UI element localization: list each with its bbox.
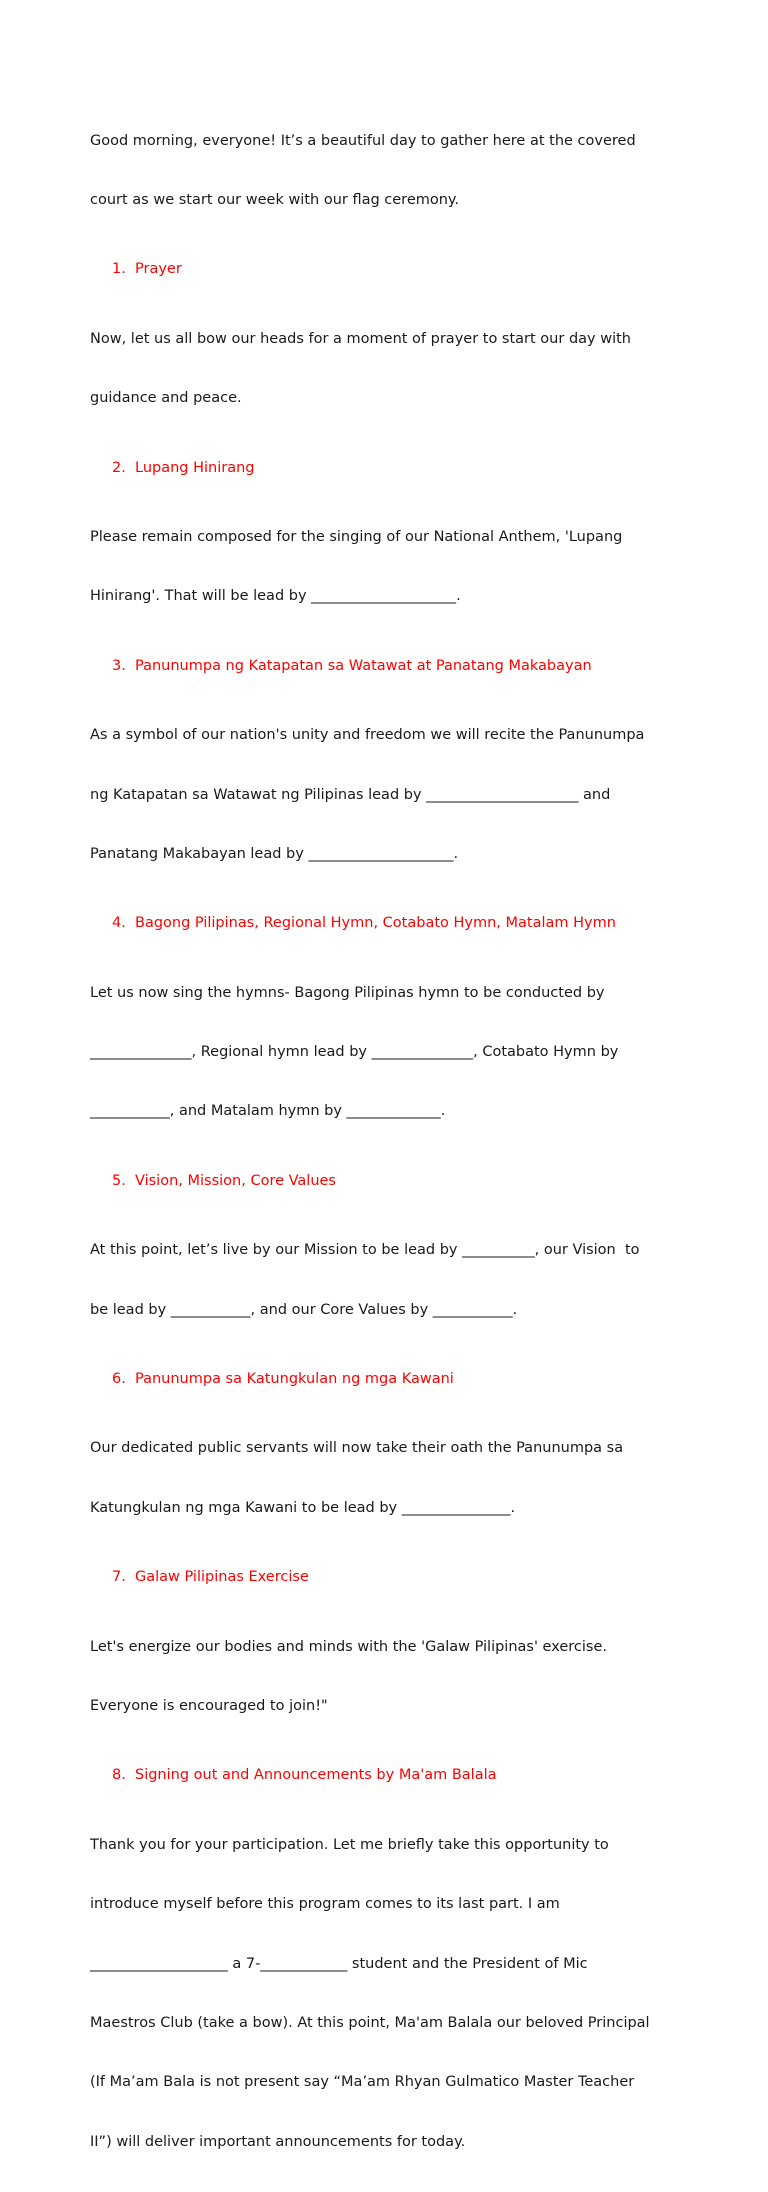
section-2 [90,459,690,647]
section-heading [90,1370,690,1390]
section-number: 1. [112,261,126,278]
text-line: Now, let us all bow our heads for a moment of prayer to start our day with [90,330,631,347]
section-paragraph [90,290,690,448]
section-title: Prayer [135,261,182,278]
text-line: Good morning, everyone! It’s a beautiful day to gather here at the covered [90,132,636,149]
section-number: 8. [112,1767,126,1784]
text-line: court as we start our week with our flag ceremony. [90,191,460,208]
document-page [90,92,690,2192]
section-number: 3. [112,657,126,674]
section-heading [90,914,690,934]
text-line: Let's energize our bodies and minds with the 'Galaw Pilipinas' exercise. [90,1638,608,1655]
text-line: ___________________ a 7-____________ student and the President of Mic [90,1955,588,1972]
section-number: 4. [112,915,126,932]
section-paragraph [90,1202,690,1360]
intro-paragraph [90,92,690,250]
text-line: II”) will deliver important announcements for today. [90,2133,466,2150]
section-paragraph [90,944,690,1162]
text-line: Our dedicated public servants will now take their oath the Panunumpa sa [90,1440,624,1457]
section-title: Vision, Mission, Core Values [135,1172,336,1189]
section-title: Panunumpa sa Katungkulan ng mga Kawani [135,1371,454,1388]
section-paragraph [90,1796,690,2192]
text-line: Hinirang'. That will be lead by ____________________. [90,588,461,605]
section-heading [90,1766,690,1786]
text-line: Everyone is encouraged to join!" [90,1697,328,1714]
text-line: (If Ma’am Bala is not present say “Ma’am Rhyan Gulmatico Master Teacher [90,2074,635,2091]
section-title: Lupang Hinirang [135,459,255,476]
section-8 [90,1766,690,2192]
section-number: 5. [112,1172,126,1189]
section-title: Signing out and Announcements by Ma'am Balala [135,1767,497,1784]
section-paragraph [90,687,690,905]
text-line: Thank you for your participation. Let me briefly take this opportunity to [90,1836,609,1853]
text-line: be lead by ___________, and our Core Values by ___________. [90,1301,518,1318]
text-line: ng Katapatan sa Watawat ng Pilipinas lead by _____________________ and [90,786,611,803]
section-3 [90,657,690,905]
text-line: At this point, let’s live by our Mission to be lead by __________, our Vision to [90,1242,640,1259]
section-heading [90,1568,690,1588]
section-heading [90,459,690,479]
text-line: ______________, Regional hymn lead by ______________, Cotabato Hymn by [90,1044,619,1061]
section-heading [90,1172,690,1192]
text-line: introduce myself before this program comes to its last part. I am [90,1896,560,1913]
section-7 [90,1568,690,1756]
section-paragraph [90,1400,690,1558]
section-6 [90,1370,690,1558]
section-4 [90,914,690,1162]
section-title: Panunumpa ng Katapatan sa Watawat at Panatang Makabayan [135,657,592,674]
text-line: As a symbol of our nation's unity and freedom we will recite the Panunumpa [90,727,645,744]
section-number: 2. [112,459,126,476]
section-paragraph [90,1598,690,1756]
text-line: Katungkulan ng mga Kawani to be lead by _______________. [90,1499,516,1516]
section-heading [90,260,690,280]
section-5 [90,1172,690,1360]
section-heading [90,657,690,677]
text-line: ___________, and Matalam hymn by _____________. [90,1103,446,1120]
text-line: Let us now sing the hymns- Bagong Pilipinas hymn to be conducted by [90,984,605,1001]
text-line: Maestros Club (take a bow). At this point, Ma'am Balala our beloved Principal [90,2014,650,2031]
text-line: Panatang Makabayan lead by ____________________. [90,845,459,862]
section-title: Bagong Pilipinas, Regional Hymn, Cotabato Hymn, Matalam Hymn [135,915,616,932]
section-paragraph [90,488,690,646]
section-number: 6. [112,1371,126,1388]
section-number: 7. [112,1569,126,1586]
section-title: Galaw Pilipinas Exercise [135,1569,309,1586]
text-line: Please remain composed for the singing of our National Anthem, 'Lupang [90,528,623,545]
section-1 [90,260,690,448]
text-line: guidance and peace. [90,390,242,407]
